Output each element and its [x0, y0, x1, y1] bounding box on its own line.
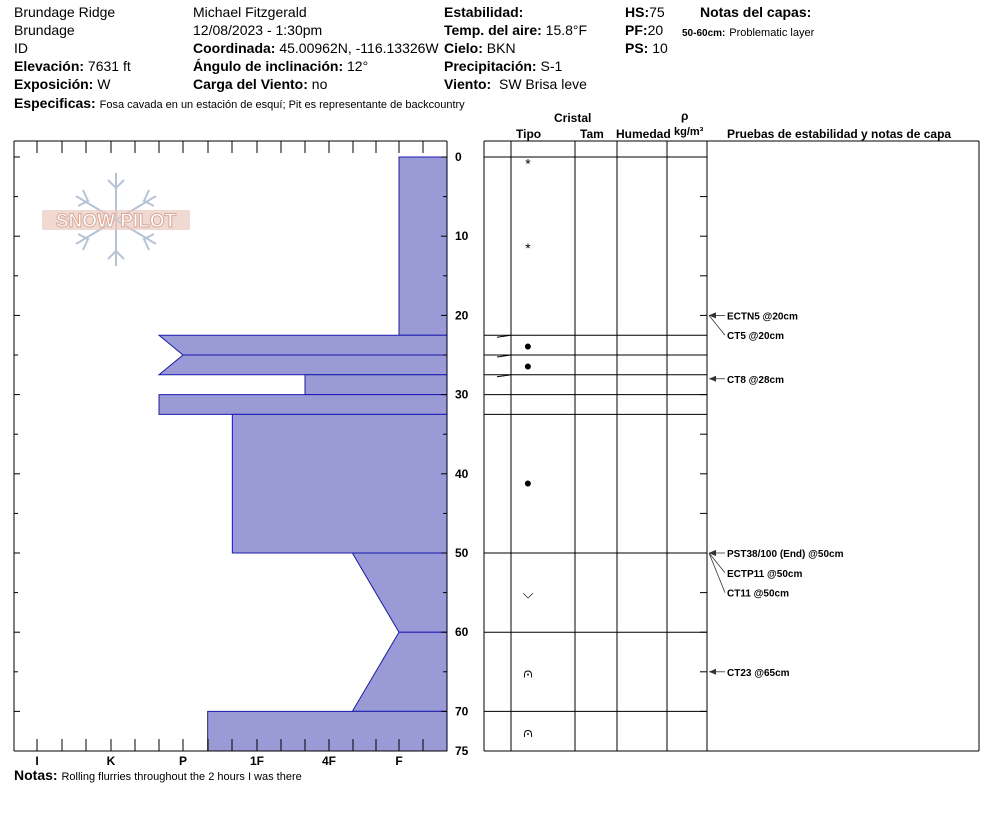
ps-label: PS:: [625, 40, 649, 56]
observation-datetime: 12/08/2023 - 1:30pm: [193, 22, 323, 38]
hardness-layer-6: [352, 553, 447, 632]
hardness-layer-2: [159, 355, 447, 375]
moisture-header: Humedad: [616, 127, 671, 141]
layer-note-range: 50-60cm:: [682, 28, 726, 39]
depth-label-0: 0: [455, 150, 462, 164]
hardness-layer-5: [232, 414, 447, 553]
pf-value: 20: [647, 22, 664, 38]
tests-header: Pruebas de estabilidad y notas de capa: [727, 127, 952, 141]
test-leader-4: [709, 553, 725, 573]
state-name: ID: [14, 40, 28, 56]
density-unit-header: kg/m³: [674, 126, 704, 138]
precip-label: Precipitación:: [444, 58, 537, 74]
air-temp-label: Temp. del aire:: [444, 22, 542, 38]
elevation-label: Elevación:: [14, 58, 85, 74]
test-arrow-6: [709, 669, 716, 675]
slope-value: 12°: [347, 58, 369, 74]
type-header: Tipo: [516, 127, 542, 141]
test-arrow-1: [709, 312, 716, 318]
air-temp-value: 15.8°F: [545, 22, 588, 38]
depth-label-75: 75: [455, 744, 469, 758]
hardness-layer-0: [399, 157, 447, 335]
depth-label-40: 40: [455, 466, 469, 481]
area-name: Brundage: [14, 22, 75, 38]
specifics-value: Fosa cavada en un estación de esquí; Pit es representante de backcountry: [99, 99, 465, 111]
test-leader-1: [709, 315, 725, 335]
wind-load-label: Carga del Viento:: [193, 76, 308, 92]
hardness-layer-7: [352, 632, 447, 711]
depth-label-10: 10: [455, 229, 469, 244]
test-label-5: CT11 @50cm: [727, 588, 790, 600]
ps-value: 10: [652, 40, 668, 56]
hardness-tick-label-4F: 4F: [321, 754, 337, 768]
hardness-tick-label-F: F: [395, 754, 403, 768]
pf-label: PF:: [625, 22, 648, 38]
crystal-header: Cristal: [554, 111, 592, 125]
grain-symbol-3: ●: [523, 357, 533, 374]
stability-label: Estabilidad:: [444, 4, 524, 20]
slope-label: Ángulo de inclinación:: [193, 58, 344, 74]
test-label-6: CT23 @65cm: [727, 667, 790, 679]
test-label-2: CT8 @28cm: [727, 374, 784, 386]
grain-symbol-0: *: [525, 155, 531, 172]
test-label-4: ECTP11 @50cm: [727, 568, 803, 580]
wind-value: SW Brisa leve: [498, 76, 587, 92]
observer-name: Michael Fitzgerald: [193, 4, 307, 20]
depth-label-70: 70: [455, 704, 469, 719]
hs-label: HS:: [625, 4, 650, 20]
depth-label-60: 60: [455, 625, 469, 640]
hardness-tick-label-1F: 1F: [249, 754, 265, 768]
grain-symbol-2: ●: [523, 337, 533, 354]
grain-symbol-6: ⩀: [523, 664, 533, 681]
wind-label: Viento:: [444, 76, 492, 92]
precip-value: S-1: [540, 58, 563, 74]
test-label-0: ECTN5 @20cm: [727, 311, 798, 323]
hardness-layer-8: [208, 711, 447, 751]
hs-value: 75: [649, 4, 665, 20]
elevation-value: 7631 ft: [87, 58, 131, 74]
sky-label: Cielo:: [444, 40, 483, 56]
grain-symbol-7: ⩀: [523, 723, 533, 740]
depth-label-30: 30: [455, 387, 469, 402]
hardness-tick-label-P: P: [178, 754, 188, 768]
aspect-label: Exposición:: [14, 76, 94, 92]
layer-notes-label: Notas del capas:: [700, 4, 812, 20]
grain-symbol-1: *: [525, 240, 531, 257]
test-label-1: CT5 @20cm: [727, 331, 784, 343]
coordinates-value: 45.00962N, -116.13326W: [279, 40, 439, 56]
notes-value: Rolling flurries throughout the 2 hours I was there: [61, 771, 302, 783]
coordinates-label: Coordinada:: [193, 40, 276, 56]
layer-note-text: Problematic layer: [729, 27, 815, 39]
wind-load-value: no: [311, 76, 328, 92]
hardness-layer-4: [159, 395, 447, 415]
aspect-value: W: [97, 76, 111, 92]
size-header: Tam: [580, 127, 604, 141]
test-arrow-2: [709, 376, 716, 382]
specifics-label: Especificas:: [14, 95, 96, 111]
logo-text: SNOW PILOT: [55, 211, 177, 232]
hardness-layer-1: [159, 335, 447, 355]
hardness-tick-label-K: K: [106, 754, 116, 768]
notes-label: Notas:: [14, 767, 58, 783]
test-label-3: PST38/100 (End) @50cm: [727, 549, 844, 560]
depth-label-50: 50: [455, 546, 469, 560]
hardness-layer-3: [305, 375, 447, 395]
test-leader-5: [709, 553, 725, 593]
hardness-tick-label-I: I: [35, 754, 39, 768]
location-name: Brundage Ridge: [14, 4, 116, 20]
sky-value: BKN: [486, 40, 516, 56]
depth-label-20: 20: [455, 308, 469, 323]
grain-symbol-5: ⌵: [522, 585, 534, 602]
rho-header: ρ: [681, 109, 689, 123]
grain-symbol-4: ●: [523, 474, 533, 491]
